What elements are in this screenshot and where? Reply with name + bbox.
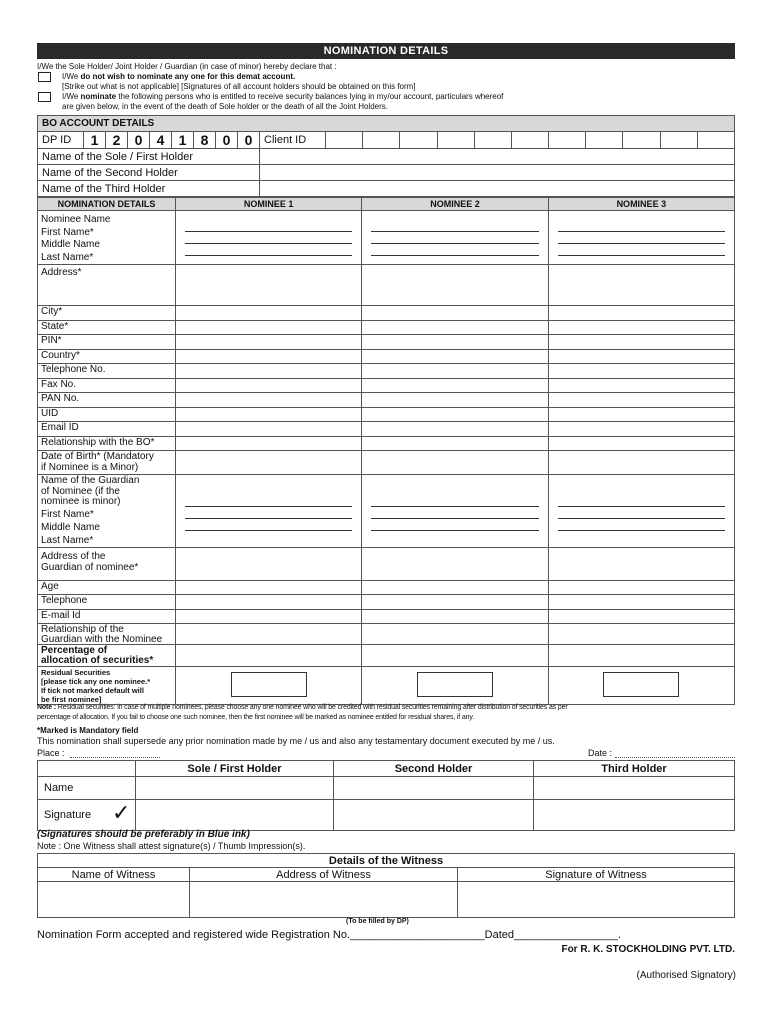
guardian-middle-input[interactable]	[558, 507, 725, 519]
residual-tick-box[interactable]	[417, 672, 493, 697]
option-nominate-line2: are given below, in the event of the death of Sole holder or the death of all the Joint Holders.	[62, 102, 388, 111]
witness-name-field[interactable]	[38, 882, 190, 918]
field-cell[interactable]	[362, 595, 548, 610]
res-line: If tick not marked default will	[41, 686, 144, 695]
declaration-text: I/We the Sole Holder/ Joint Holder / Guardian (in case of minor) hereby declare that :	[37, 62, 337, 71]
nominee-1-name-cell	[176, 211, 362, 265]
sig-field[interactable]	[136, 800, 334, 831]
address-field[interactable]	[176, 265, 362, 306]
field-cell[interactable]	[176, 645, 362, 667]
residual-tick-box[interactable]	[603, 672, 679, 697]
guardian-last-label: Last Name*	[41, 534, 94, 546]
guardian-first-input[interactable]	[371, 495, 538, 507]
dp-digit: 4	[150, 132, 172, 149]
witness-address-header: Address of Witness	[190, 868, 458, 882]
first-name-input[interactable]	[558, 220, 725, 232]
witness-signature-field[interactable]	[458, 882, 735, 918]
sig-name-field[interactable]	[136, 777, 334, 800]
signature-text: Signature	[44, 809, 92, 821]
dob-label	[38, 451, 176, 475]
witness-address-field[interactable]	[190, 882, 458, 918]
field-cell[interactable]	[362, 378, 548, 393]
sig-corner	[38, 761, 136, 777]
age-label: Age	[38, 580, 176, 595]
sig-field[interactable]	[534, 800, 735, 831]
field-cell[interactable]	[362, 580, 548, 595]
nomination-heading: NOMINATION DETAILS	[38, 198, 176, 211]
pct-line: Percentage of	[41, 645, 108, 656]
guardian-last-input[interactable]	[185, 519, 352, 531]
residual-cell	[362, 667, 548, 705]
third-holder-label: Name of the Third Holder	[38, 181, 260, 197]
city-label: City*	[38, 306, 176, 321]
field-cell[interactable]	[548, 580, 734, 595]
accepted-text: Nomination Form accepted and registered wide Registration No.______________________Dated_________________.	[37, 929, 622, 941]
field-cell[interactable]	[548, 335, 734, 350]
option-no-nominate-note: [Strike out what is not applicable] [Signatures of all account holders should be obtained on this form]	[62, 82, 416, 91]
field-cell[interactable]	[176, 595, 362, 610]
tick-icon: ✓	[112, 800, 131, 825]
field-cell[interactable]	[176, 609, 362, 624]
field-cell[interactable]	[176, 393, 362, 408]
percentage-label	[38, 645, 176, 667]
guardian-line: Name of the Guardian	[41, 475, 140, 486]
form-title: NOMINATION DETAILS	[37, 43, 735, 59]
middle-name-input[interactable]	[558, 232, 725, 244]
country-label: Country*	[38, 349, 176, 364]
witness-signature-header: Signature of Witness	[458, 868, 735, 882]
guardian-middle-label: Middle Name	[41, 521, 100, 533]
field-cell[interactable]	[548, 407, 734, 422]
witness-table	[37, 853, 735, 918]
field-cell[interactable]	[362, 624, 548, 645]
field-cell[interactable]	[362, 609, 548, 624]
res-line: Residual Securities	[41, 668, 111, 677]
client-id-cell[interactable]	[511, 132, 548, 149]
last-name-input[interactable]	[558, 244, 725, 256]
residual-label	[38, 667, 176, 705]
date-field[interactable]	[615, 757, 735, 758]
field-cell[interactable]	[548, 306, 734, 321]
third-holder-header: Third Holder	[534, 761, 735, 777]
note-label: Note :	[37, 704, 58, 711]
nominee-3-header: NOMINEE 3	[548, 198, 734, 211]
place-label: Place :	[37, 748, 65, 758]
pin-label: PIN*	[38, 335, 176, 350]
middle-name-input[interactable]	[185, 232, 352, 244]
sig-name-field[interactable]	[334, 777, 534, 800]
field-cell[interactable]	[176, 335, 362, 350]
dp-fill-note: (To be filled by DP)	[346, 918, 409, 925]
fax-label: Fax No.	[38, 378, 176, 393]
last-name-label: Last Name*	[41, 251, 94, 263]
uid-label: UID	[38, 407, 176, 422]
witness-name-header: Name of Witness	[38, 868, 190, 882]
gaddr-line: Address of the	[41, 550, 106, 562]
field-cell[interactable]	[362, 422, 548, 437]
guardian-middle-input[interactable]	[371, 507, 538, 519]
field-cell[interactable]	[362, 364, 548, 379]
sole-holder-label: Name of the Sole / First Holder	[38, 149, 260, 165]
field-cell[interactable]	[548, 624, 734, 645]
sole-holder-field[interactable]	[260, 149, 735, 165]
nominate-checkbox[interactable]	[38, 92, 51, 102]
client-id-cell[interactable]	[363, 132, 400, 149]
dp-digit: 2	[106, 132, 128, 149]
field-cell[interactable]	[548, 422, 734, 437]
residual-tick-box[interactable]	[231, 672, 307, 697]
res-line: be first nominee]	[41, 695, 102, 704]
nominee-1-header: NOMINEE 1	[176, 198, 362, 211]
grel-line: Relationship of the	[41, 624, 124, 635]
middle-name-label: Middle Name	[41, 239, 100, 250]
witness-heading: Details of the Witness	[38, 854, 735, 868]
client-id-cell[interactable]	[437, 132, 474, 149]
gaddr-line: Guardian of nominee*	[41, 561, 139, 573]
state-label: State*	[38, 320, 176, 335]
field-cell[interactable]	[176, 349, 362, 364]
guardian-2-name-cell	[362, 475, 548, 548]
residual-cell	[176, 667, 362, 705]
grel-line: Guardian with the Nominee	[41, 633, 163, 645]
guardian-1-name-cell	[176, 475, 362, 548]
field-cell[interactable]	[548, 349, 734, 364]
option-nominate: I/We nominate the following persons who is entitled to receive security balances lying in my/our account, particulars whereof	[62, 92, 504, 101]
field-cell[interactable]	[362, 451, 548, 475]
guardian-first-input[interactable]	[558, 495, 725, 507]
option-no-nominate: I/We do not wish to nominate any one for this demat account.	[62, 72, 296, 81]
field-cell[interactable]	[176, 306, 362, 321]
field-cell[interactable]	[548, 436, 734, 451]
field-cell[interactable]	[362, 547, 548, 580]
address-field[interactable]	[548, 265, 734, 306]
guardian-address-label	[38, 547, 176, 580]
guardian-middle-input[interactable]	[185, 507, 352, 519]
guardian-first-input[interactable]	[185, 495, 352, 507]
nominee-2-header: NOMINEE 2	[362, 198, 548, 211]
second-holder-header: Second Holder	[334, 761, 534, 777]
bo-heading: BO ACCOUNT DETAILS	[38, 116, 735, 132]
place-field[interactable]	[70, 757, 160, 758]
client-id-cell[interactable]	[697, 132, 734, 149]
sole-holder-header: Sole / First Holder	[136, 761, 334, 777]
date-label: Date :	[588, 748, 613, 758]
client-id-cell[interactable]	[623, 132, 660, 149]
witness-note: Note : One Witness shall attest signature(s) / Thumb Impression(s).	[37, 841, 306, 851]
email-label: Email ID	[38, 422, 176, 437]
sig-name-field[interactable]	[534, 777, 735, 800]
blue-ink-note: (Signatures should be preferably in Blue ink)	[37, 829, 250, 840]
field-cell[interactable]	[362, 349, 548, 364]
nominee-2-name-cell	[362, 211, 548, 265]
signature-table	[37, 760, 735, 831]
third-holder-field[interactable]	[260, 181, 735, 197]
first-name-input[interactable]	[185, 220, 352, 232]
relationship-label: Relationship with the BO*	[38, 436, 176, 451]
first-name-label: First Name*	[41, 226, 94, 238]
field-cell[interactable]	[362, 306, 548, 321]
no-nominate-checkbox[interactable]	[38, 72, 51, 82]
address-label: Address*	[38, 265, 176, 306]
guardian-line: of Nominee (if the	[41, 485, 120, 497]
dp-digit: 1	[84, 132, 106, 149]
pct-line: allocation of securities*	[41, 655, 154, 666]
guardian-relationship-label	[38, 624, 176, 645]
field-cell[interactable]	[548, 645, 734, 667]
field-cell[interactable]	[362, 320, 548, 335]
dp-digit: 0	[238, 132, 260, 149]
first-name-input[interactable]	[371, 220, 538, 232]
nominee-name-label	[38, 211, 176, 265]
mandatory-note: *Marked is Mandatory field	[37, 726, 139, 735]
nominee-3-name-cell	[548, 211, 734, 265]
guardian-last-input[interactable]	[371, 519, 538, 531]
nomination-table	[37, 197, 735, 705]
guardian-telephone-label: Telephone	[38, 595, 176, 610]
field-cell[interactable]	[548, 320, 734, 335]
residual-note	[37, 703, 737, 723]
field-cell[interactable]	[176, 378, 362, 393]
sig-field[interactable]	[334, 800, 534, 831]
field-cell[interactable]	[362, 335, 548, 350]
guardian-first-label: First Name*	[41, 508, 94, 520]
field-cell[interactable]	[176, 422, 362, 437]
client-id-cell[interactable]	[549, 132, 586, 149]
field-cell[interactable]	[176, 407, 362, 422]
res-line: [please tick any one nominee.*	[41, 677, 151, 686]
dob-line: Date of Birth* (Mandatory	[41, 451, 154, 462]
nominee-name-heading: Nominee Name	[41, 214, 111, 225]
signature-row-label	[38, 800, 136, 831]
client-id-cell[interactable]	[586, 132, 623, 149]
field-cell[interactable]	[362, 393, 548, 408]
last-name-input[interactable]	[185, 244, 352, 256]
field-cell[interactable]	[548, 393, 734, 408]
dp-id-label: DP ID	[38, 132, 84, 149]
client-id-label: Client ID	[260, 132, 326, 149]
field-cell[interactable]	[362, 407, 548, 422]
field-cell[interactable]	[548, 595, 734, 610]
client-id-cell[interactable]	[400, 132, 437, 149]
note-text: Residual securities: in case of multiple nominees, please choose any one nominee who will be credited with residual securities remaining after distribution of securities as per	[57, 704, 568, 711]
pan-label: PAN No.	[38, 393, 176, 408]
field-cell[interactable]	[176, 451, 362, 475]
name-row-label: Name	[38, 777, 136, 800]
field-cell[interactable]	[176, 320, 362, 335]
guardian-email-label: E-mail Id	[38, 609, 176, 624]
field-cell[interactable]	[176, 547, 362, 580]
client-id-cell[interactable]	[326, 132, 363, 149]
field-cell[interactable]	[548, 451, 734, 475]
dp-digit: 8	[194, 132, 216, 149]
dp-digit: 0	[216, 132, 238, 149]
dp-digit: 1	[172, 132, 194, 149]
client-id-cell[interactable]	[474, 132, 511, 149]
note-text: percentage of allocation. If you fail to choose one such nominee, then the first nominee will be marked as nominee entitled for residual shares, if any.	[37, 714, 474, 721]
last-name-input[interactable]	[371, 244, 538, 256]
company-name: For R. K. STOCKHOLDING PVT. LTD.	[561, 944, 735, 955]
supersede-text: This nomination shall supersede any prior nomination made by me / us and also any testamentary document executed by me / us.	[37, 736, 555, 746]
field-cell[interactable]	[548, 378, 734, 393]
guardian-line: nominee is minor)	[41, 496, 121, 507]
dp-digit: 0	[128, 132, 150, 149]
field-cell[interactable]	[362, 436, 548, 451]
dob-line: if Nominee is a Minor)	[41, 461, 139, 473]
guardian-last-input[interactable]	[558, 519, 725, 531]
telephone-label: Telephone No.	[38, 364, 176, 379]
authorised-signatory: (Authorised Signatory)	[636, 970, 736, 981]
bo-account-table	[37, 115, 735, 197]
field-cell[interactable]	[176, 436, 362, 451]
field-cell[interactable]	[176, 364, 362, 379]
field-cell[interactable]	[362, 645, 548, 667]
field-cell[interactable]	[548, 364, 734, 379]
second-holder-field[interactable]	[260, 165, 735, 181]
client-id-cell[interactable]	[660, 132, 697, 149]
field-cell[interactable]	[176, 624, 362, 645]
field-cell[interactable]	[548, 609, 734, 624]
guardian-name-label	[38, 475, 176, 548]
second-holder-label: Name of the Second Holder	[38, 165, 260, 181]
field-cell[interactable]	[176, 580, 362, 595]
middle-name-input[interactable]	[371, 232, 538, 244]
residual-cell	[548, 667, 734, 705]
field-cell[interactable]	[548, 547, 734, 580]
address-field[interactable]	[362, 265, 548, 306]
guardian-3-name-cell	[548, 475, 734, 548]
